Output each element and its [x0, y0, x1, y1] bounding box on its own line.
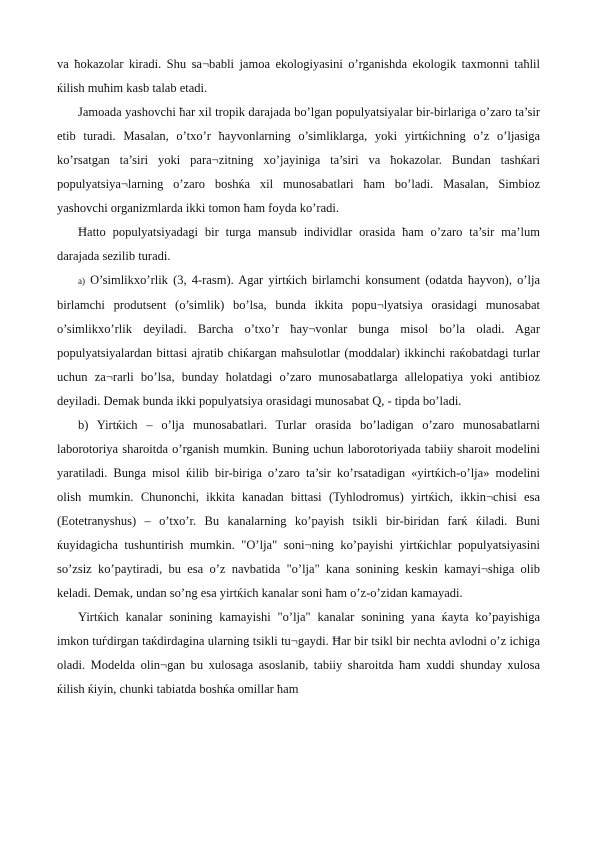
- paragraph-population-interactions: Jamoada yashovchi ħar xil tropik darajada bo’lgan populyatsiyalar bir-birlariga o’zaro ta’sir etib turadi. Masalan, o’txo’r ħayvonlarning o’simliklarga, yoki yirtќichning o’z o’ljasiga ko’rsatgan ta’siri yoki para¬zitning xo’jayiniga ta’siri va ħokazolar. Bundan tashќari populyatsiya¬larning o’zaro boshќa xil munosabatlari ħam bo’ladi. Masalan, Simbioz yashovchi organizmlarda ikki tomon ħam foyda ko’radi.: [57, 105, 540, 215]
- paragraph-continuation: va ħokazolar kiradi. Shu sa¬babli jamoa ekologiyasini o’rganishda ekologik taxmonni taħlil ќilish muħim kasb talab etadi.: [57, 57, 540, 95]
- paragraph-cycle: Yirtќich kanalar sonining kamayishi "o’lja" kanalar sonining yana ќayta ko’payishiga imkon tuѓdirgan taќdirdagina ularning tsikli tu¬gaydi. Ħar bir tsikl bir nechta avlodni o’z ichiga oladi. Modelda olin¬gan bu xulosaga asoslanib, tabiiy sharoitda ħam xuddi shunday xulosa ќilish ќiyin, chunki tabiatda boshќa omillar ħam: [57, 610, 540, 696]
- paragraph-herbivory-text: O’simlikxo’rlik (3, 4-rasm). Agar yirtќich birlamchi konsument (odatda ħayvon), o’lja birlamchi produtsent (o’simlik) bo’lsa, bunda ikkita popu¬lyatsiya orasidagi munosabat o’simlikxo’rlik deyiladi. Barcha o’txo’r ħay¬vonlar bunga misol bo’la oladi. Agar populyatsiyalardan bittasi ajratib chiќargan maħsulotlar (moddalar) ikkinchi raќobatdagi turlar uchun za¬rarli bo’lsa, bunday ħolatdagi o’zaro munosabatlarga allelopatiya yoki antibioz deyiladi. Demak bunda ikki populyatsiya orasidagi munosabat Q, - tipda bo’ladi.: [57, 273, 540, 408]
- document-page: [57, 52, 540, 701]
- paragraph-herbivory: [57, 268, 540, 413]
- paragraph-intraspecies: Ħatto populyatsiyadagi bir turga mansub individlar orasida ħam o’zaro ta’sir ma’lum darajada sezilib turadi.: [57, 225, 540, 263]
- list-marker-a: a): [78, 276, 85, 286]
- paragraph-predator-prey: [57, 413, 540, 605]
- list-marker-b: b): [78, 418, 89, 432]
- paragraph-predator-prey-text: Yirtќich – o’lja munosabatlari. Turlar orasida bo’ladigan o’zaro munosabatlarni laborotoriya sharoitda o’rganish mumkin. Buning uchun laborotoriyada tabiiy sharoit modelini yaratiladi. Bunga misol ќilib bir-biriga o’zaro ta’sir ko’rsatadigan «yirtќich-o’lja» modelini olish mumkin. Chunonchi, ikkita kanadan bittasi (Tyhlodromus) yirtќich, ikkin¬chisi esa (Eotetranyshus) – o’txo’r. Bu kanalarning ko’payish tsikli bir-biridan farќ ќiladi. Buni ќuyidagicha tushuntirish mumkin. "O’lja" soni¬ning ko’payishi yirtќichlar populyatsiyasini so’zsiz ko’paytiradi, bu esa o’z navbatida "o’lja" kana sonining keskin kamayi¬shiga olib keladi. Demak, undan so’ng esa yirtќich kanalar soni ħam o’z-o’zidan kamayadi.: [57, 418, 540, 600]
